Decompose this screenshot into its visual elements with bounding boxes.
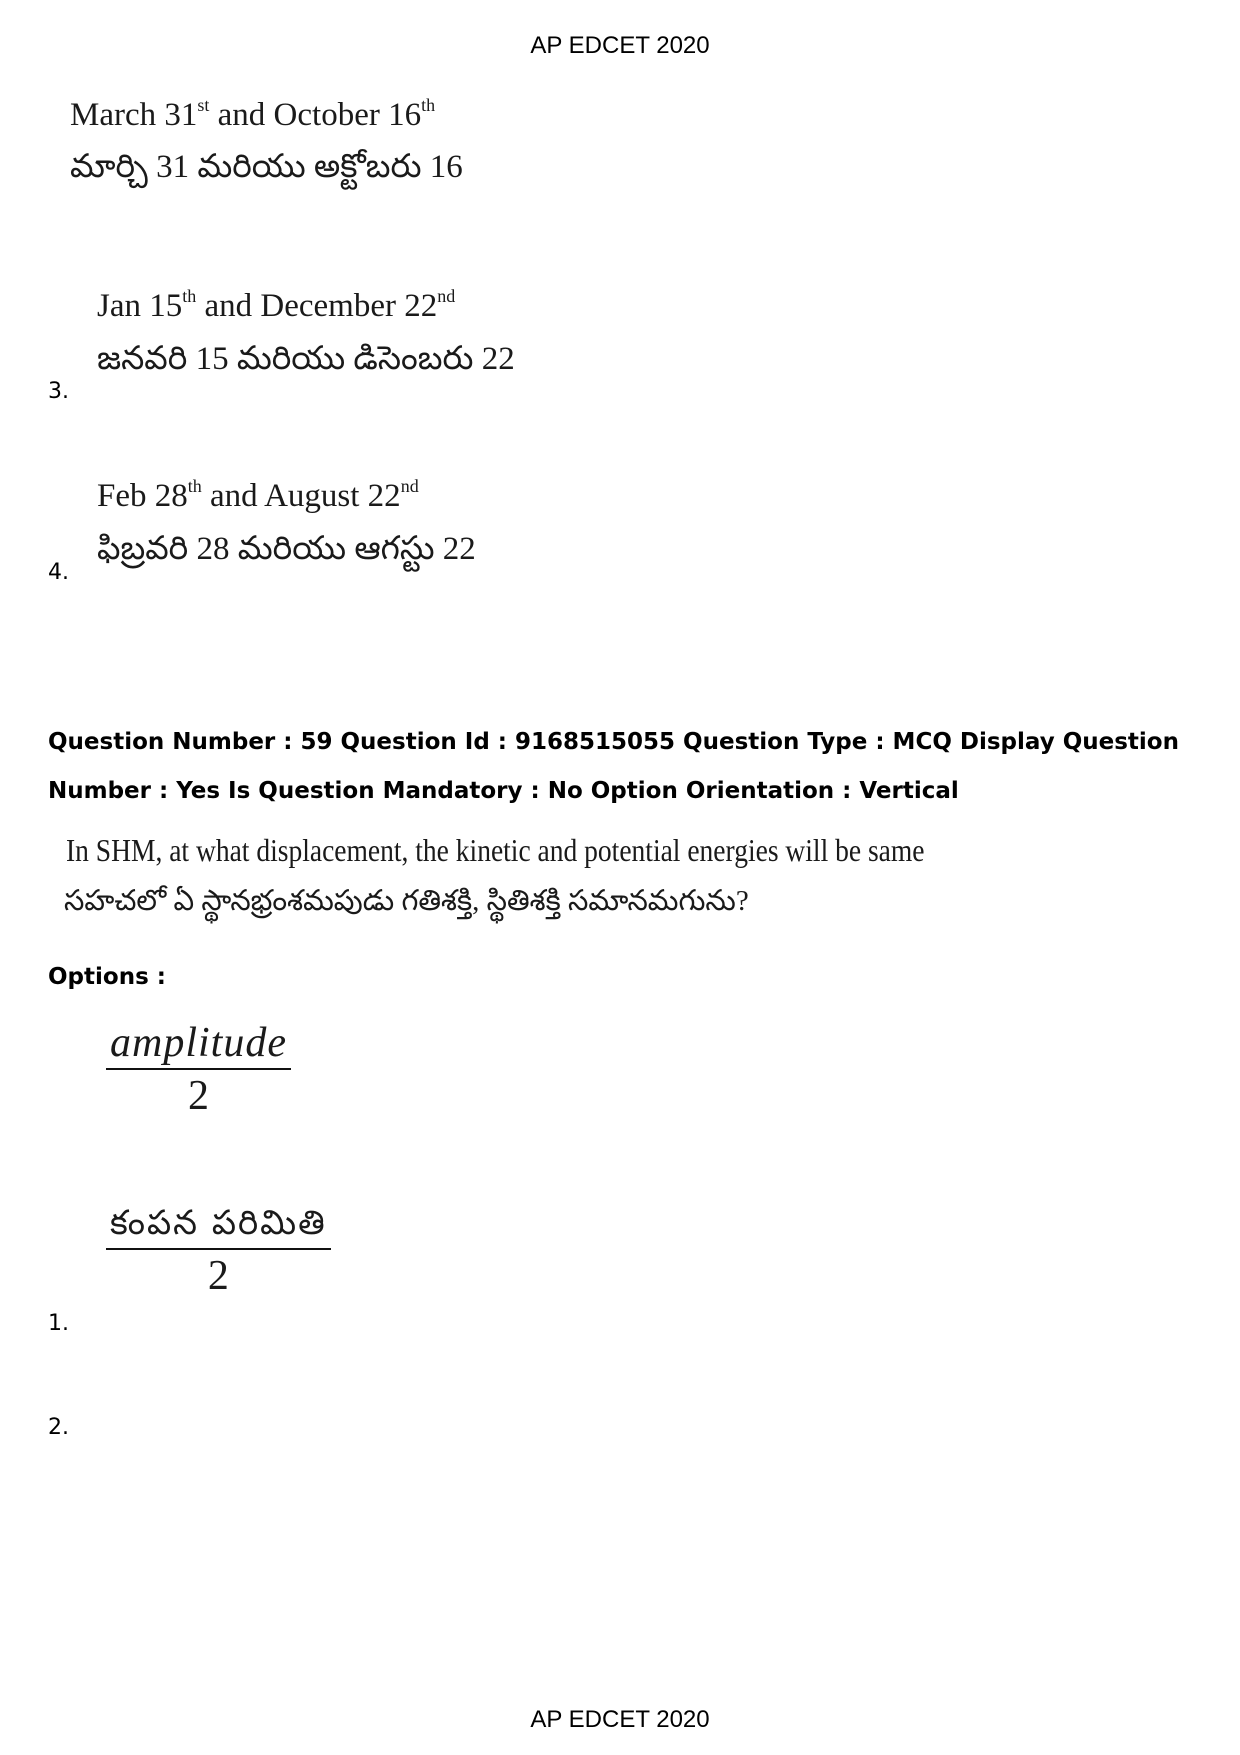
option-4-sup2: nd (400, 476, 419, 496)
option-4-sup1: th (187, 476, 202, 496)
option-3-number: 3. (48, 379, 69, 404)
option-4-date2: and August 22 (201, 478, 401, 514)
fraction-denominator: 2 (207, 1253, 229, 1299)
option-3-sup1: th (182, 286, 197, 306)
option-1-telugu-fraction (106, 1198, 331, 1302)
option-2-english (70, 97, 435, 134)
option-2-telugu: మార్చి 31 మరియు అక్టోబరు 16 (70, 149, 463, 185)
option-4-number: 4. (48, 560, 69, 585)
options-label: Options : (48, 964, 166, 990)
question-text-english: In SHM, at what displacement, the kinetic and potential energies will be same (66, 832, 925, 868)
option-2-sup1: st (197, 95, 210, 115)
fraction-numerator: amplitude (110, 1020, 287, 1066)
question-meta-line-2: Number : Yes Is Question Mandatory : No Option Orientation : Vertical (48, 778, 959, 804)
question-text-telugu: సహచలో ఏ స్థానభ్రంశమపుడు గతిశక్తి, స్థితిశక్తి సమానమగును? (64, 885, 749, 917)
option-4-telugu: ఫిబ్రవరి 28 మరియు ఆగస్టు 22 (97, 531, 476, 567)
option-3-sup2: nd (437, 286, 456, 306)
option-2-date1: March 31 (70, 97, 198, 133)
fraction-numerator: కంపన పరిమితి (110, 1203, 327, 1243)
option-3-english (97, 288, 455, 325)
question-meta-line-1: Question Number : 59 Question Id : 9168515055 Question Type : MCQ Display Question (48, 729, 1179, 755)
question-meta (48, 718, 1198, 816)
option-3-date1: Jan 15 (97, 288, 183, 324)
option-3-telugu: జనవరి 15 మరియు డిసెంబరు 22 (97, 341, 515, 377)
page-header: AP EDCET 2020 (530, 32, 710, 59)
option-4-english (97, 478, 419, 515)
option-2-sup2: th (421, 95, 436, 115)
option-1-english-fraction (106, 1018, 291, 1122)
option-3-date2: and December 22 (196, 288, 438, 324)
option-2-number: 2. (48, 1415, 69, 1440)
option-1-number: 1. (48, 1311, 69, 1336)
fraction-denominator: 2 (187, 1073, 209, 1119)
option-2-date2: and October 16 (209, 97, 422, 133)
option-4-date1: Feb 28 (97, 478, 188, 514)
page-footer: AP EDCET 2020 (530, 1706, 710, 1733)
